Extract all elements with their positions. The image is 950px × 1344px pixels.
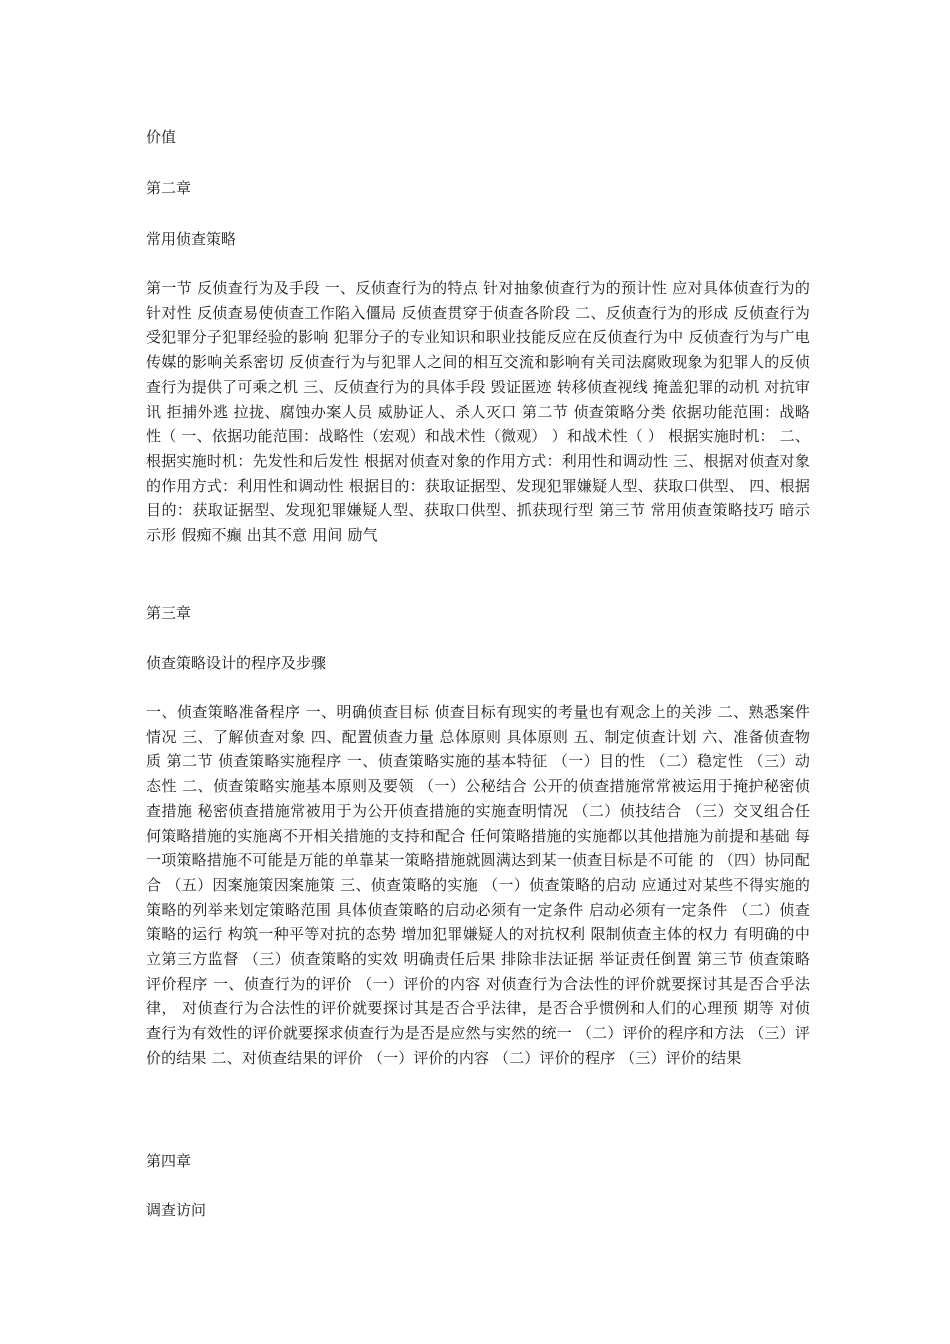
chapter-heading: 第四章 [146,1152,192,1170]
section-heading-value: 价值 [146,128,177,146]
chapter-body-paragraph: 一、侦查策略准备程序 一、明确侦查目标 侦查目标有现实的考量也有观念上的关涉 二、熟悉案件情况 三、了解侦查对象 四、配置侦查力量 总体原则 具体原则 五、制定侦查计划 六、准备侦查物质 第二节 侦查策略实施程序 一、侦查策略实施的基本特征 （一）目的性 （二）稳定性 （三）动态性 二、侦查策略实施基本原则及要领 （一）公秘结合 公开的侦查措施常常被运用于掩护秘密侦查措施 秘密侦查措施常被用于为公开侦查措施的实施查明情况 （二）侦技结合 （三）交叉组合任何策略措施的实施离不开相关措施的支持和配合 任何策略措施的实施都以其他措施为前提和基础 每一项策略措施不可能是万能的单靠某一策略措施就圆满达到某一侦查目标是不可能 的 （四）协同配合 （五）因案施策因案施策 三、侦查策略的实施 （一）侦查策略的启动 应通过对某些不得实施的策略的列举来划定策略范围 具体侦查策略的启动必须有一定条件 启动必须有一定条件 （二）侦查策略的运行 构筑一种平等对抗的态势 增加犯罪嫌疑人的对抗权利 限制侦查主体的权力 有明确的中立第三方监督 （三）侦查策略的实效 明确责任后果 排除非法证据 举证责任倒置 第三节 侦查策略评价程序 一、侦查行为的评价 （一）评价的内容 对侦查行为合法性的评价就要探讨其是否合乎法律， 对侦查行为合法性的评价就要探讨其是否合乎法律，是否合乎惯例和人们的心理预 期等 对侦查行为有效性的评价就要探求侦查行为是否是应然与实然的统一 （二）评价的程序和方法 （三）评价的结果 二、对侦查结果的评价 （一）评价的内容 （二）评价的程序 （三）评价的结果 [146,703,810,1067]
chapter-title: 调查访问 [146,1201,207,1219]
chapter-heading: 第三章 [146,604,192,622]
chapter-heading: 第二章 [146,179,192,197]
chapter-title: 侦查策略设计的程序及步骤 [146,654,327,672]
chapter-body-paragraph: 第一节 反侦查行为及手段 一、反侦查行为的特点 针对抽象侦查行为的预计性 应对具体侦查行为的针对性 反侦查易使侦查工作陷入僵局 反侦查贯穿于侦查各阶段 二、反侦查行为的形成 反侦查行为受犯罪分子犯罪经验的影响 犯罪分子的专业知识和职业技能反应在反侦查行为中 反侦查行为与广电传媒的影响关系密切 反侦查行为与犯罪人之间的相互交流和影响有关司法腐败现象为犯罪人的反侦查行为提供了可乘之机 三、反侦查行为的具体手段 毁证匿迹 转移侦查视线 掩盖犯罪的动机 对抗审讯 拒捕外逃 拉拢、腐蚀办案人员 威胁证人、杀人灭口 第二节 侦查策略分类 依据功能范围：战略性（ 一、依据功能范围：战略性（宏观）和战术性（微观） ）和战术性（ ） 根据实施时机： 二、根据实施时机：先发性和后发性 根据对侦查对象的作用方式：利用性和调动性 三、根据对侦查对象的作用方式：利用性和调动性 根据目的：获取证据型、发现犯罪嫌疑人型、获取口供型、 四、根据目的：获取证据型、发现犯罪嫌疑人型、获取口供型、抓获现行型 第三节 常用侦查策略技巧 暗示 示形 假痴不癫 出其不意 用间 励气 [146,279,810,545]
chapter-title: 常用侦查策略 [146,230,237,248]
